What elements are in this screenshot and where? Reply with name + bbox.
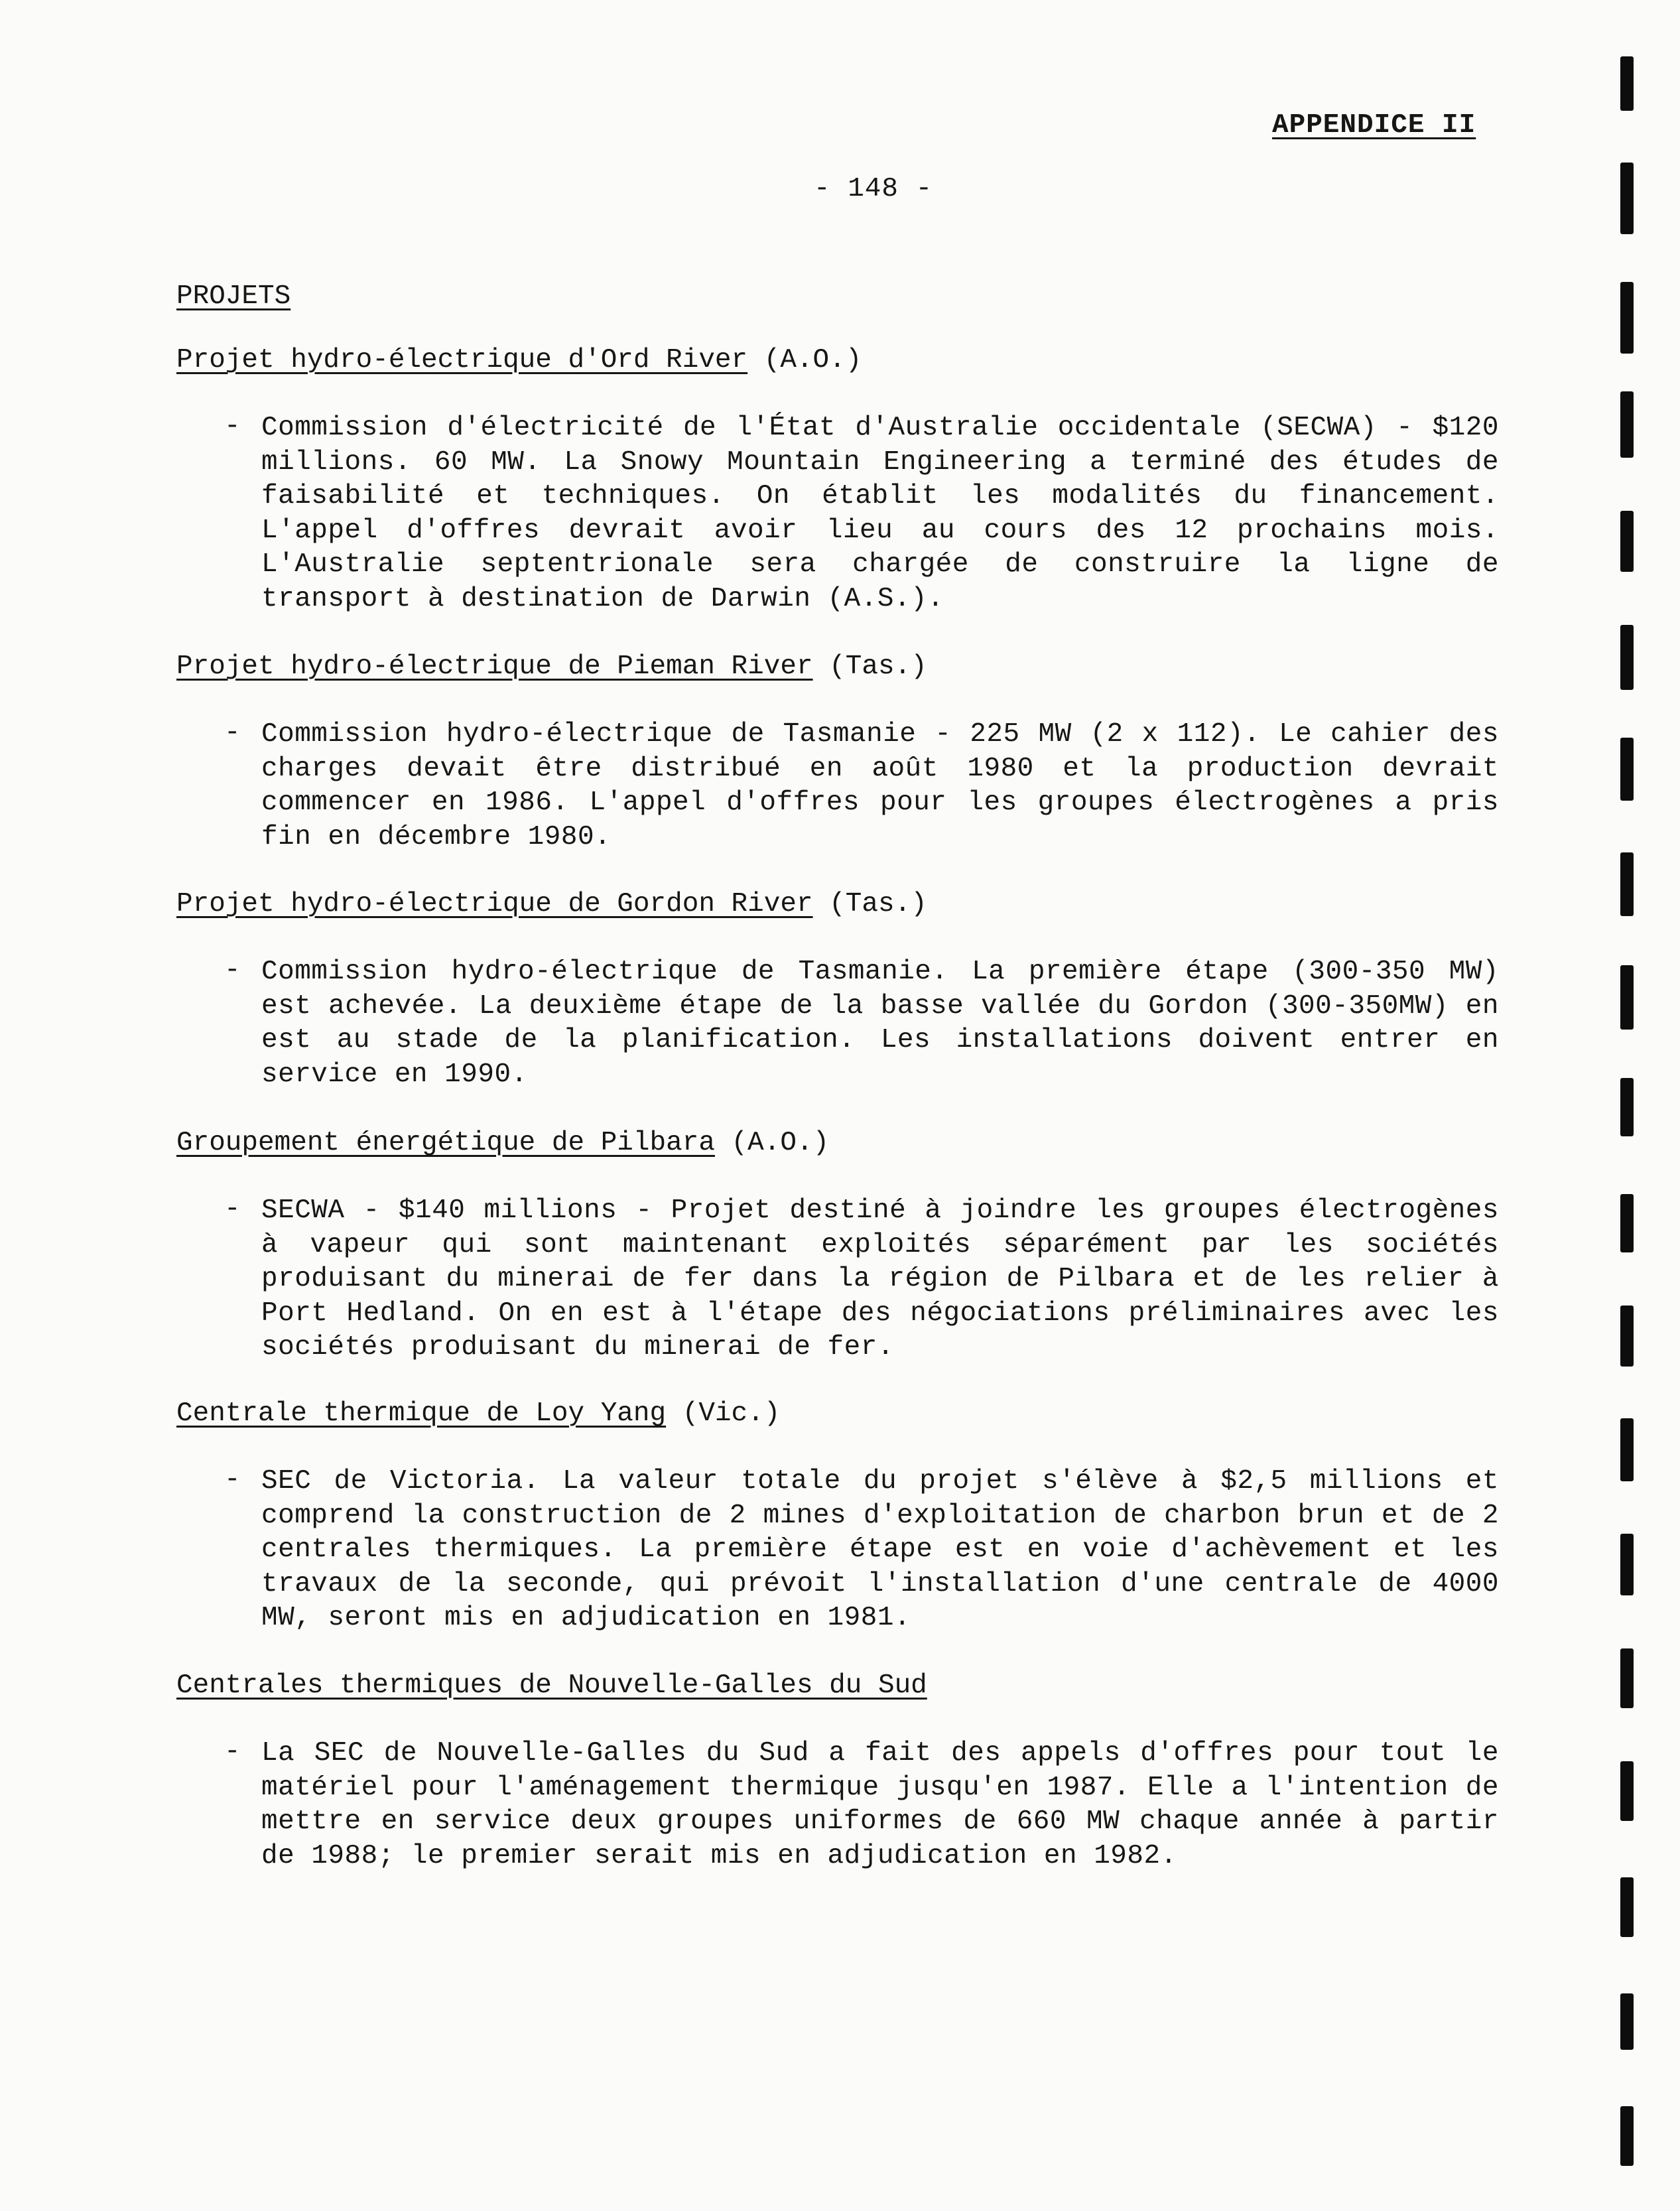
bullet-dash: -: [224, 1465, 241, 1495]
binding-mark: [1620, 511, 1634, 572]
project-description: Commission hydro-électrique de Tasmanie. La première étape (300-350 MW) est achevée. La deuxième étape de la basse vallée du Gordon (300-350MW) en est au stade de la planification. Les installations doivent entrer en service en 1990.: [261, 957, 1499, 1090]
binding-mark: [1620, 1648, 1634, 1708]
project-heading: [176, 889, 927, 919]
binding-mark: [1620, 1993, 1634, 2050]
binding-mark: [1620, 1306, 1634, 1367]
binding-mark: [1620, 1877, 1634, 1937]
binding-mark: [1620, 1534, 1634, 1595]
project-title: Projet hydro-électrique de Gordon River: [176, 889, 813, 919]
project-title: Groupement énergétique de Pilbara: [176, 1128, 715, 1158]
binding-mark: [1620, 1194, 1634, 1252]
project-description: Commission hydro-électrique de Tasmanie - 225 MW (2 x 112). Le cahier des charges devait être distribué en août 1980 et la production devrait commencer en 1986. L'appel d'offres pour les groupes électrogènes a pris fin en décembre 1980.: [261, 719, 1499, 852]
bullet-dash: -: [224, 955, 241, 986]
project-region: (A.O.): [714, 1128, 830, 1158]
project-title: Projet hydro-électrique d'Ord River: [176, 345, 748, 375]
bullet-dash: -: [224, 1737, 241, 1767]
binding-mark: [1620, 1418, 1634, 1481]
bullet-dash: -: [224, 1194, 241, 1225]
binding-mark: [1620, 163, 1634, 234]
project-title: Centrales thermiques de Nouvelle-Galles du Sud: [176, 1670, 927, 1701]
project-description: SECWA - $140 millions - Projet destiné à joindre les groupes électrogènes à vapeur qui sont maintenant exploités séparément par les sociétés produisant du minerai de fer dans la région de Pilbara et de les relier à Port Hedland. On en est à l'étape des négociations préliminaires avec les sociétés produisant du minerai de fer.: [261, 1195, 1499, 1363]
binding-mark: [1620, 625, 1634, 690]
bullet-dash: -: [224, 411, 241, 442]
bullet-dash: -: [224, 718, 241, 748]
project-region: (A.O.): [747, 345, 862, 375]
project-title: Centrale thermique de Loy Yang: [176, 1398, 667, 1429]
binding-mark: [1620, 282, 1634, 354]
appendix-label: APPENDICE II: [1272, 110, 1476, 141]
project-description: Commission d'électricité de l'État d'Australie occidentale (SECWA) - $120 millions. 60 MW. La Snowy Mountain Engineering a terminé des études de faisabilité et techniques. On établit les modalités du financement. L'appel d'offres devrait avoir lieu au cours des 12 prochains mois. L'Australie septentrionale sera chargée de construire la ligne de transport à destination de Darwin (A.S.).: [261, 413, 1499, 614]
binding-mark: [1620, 1761, 1634, 1821]
project-heading: [176, 1670, 927, 1701]
section-title: PROJETS: [176, 281, 291, 312]
binding-mark: [1620, 738, 1634, 801]
project-description: SEC de Victoria. La valeur totale du projet s'élève à $2,5 millions et comprend la construction de 2 mines d'exploitation de charbon brun et de 2 centrales thermiques. La première étape est en voie d'achèvement et les travaux de la seconde, qui prévoit l'installation d'une centrale de 4000 MW, seront mis en adjudication en 1981.: [261, 1466, 1499, 1633]
page-number: - 148 -: [814, 174, 933, 204]
project-heading: [176, 651, 927, 682]
project-heading: [176, 1128, 829, 1158]
project-region: (Tas.): [812, 889, 927, 919]
binding-mark: [1620, 2106, 1634, 2166]
project-title: Projet hydro-électrique de Pieman River: [176, 651, 813, 682]
binding-mark: [1620, 1078, 1634, 1136]
binding-mark: [1620, 56, 1634, 111]
project-description: La SEC de Nouvelle-Galles du Sud a fait des appels d'offres pour tout le matériel pour l'aménagement thermique jusqu'en 1987. Elle a l'intention de mettre en service deux groupes uniformes de 660 MW chaque année à partir de 1988; le premier serait mis en adjudication en 1982.: [261, 1738, 1499, 1871]
project-region: (Tas.): [812, 651, 927, 682]
project-region: (Vic.): [666, 1398, 781, 1429]
project-heading: [176, 345, 862, 375]
binding-mark: [1620, 391, 1634, 458]
binding-mark: [1620, 965, 1634, 1030]
binding-mark: [1620, 852, 1634, 916]
project-heading: [176, 1398, 780, 1429]
